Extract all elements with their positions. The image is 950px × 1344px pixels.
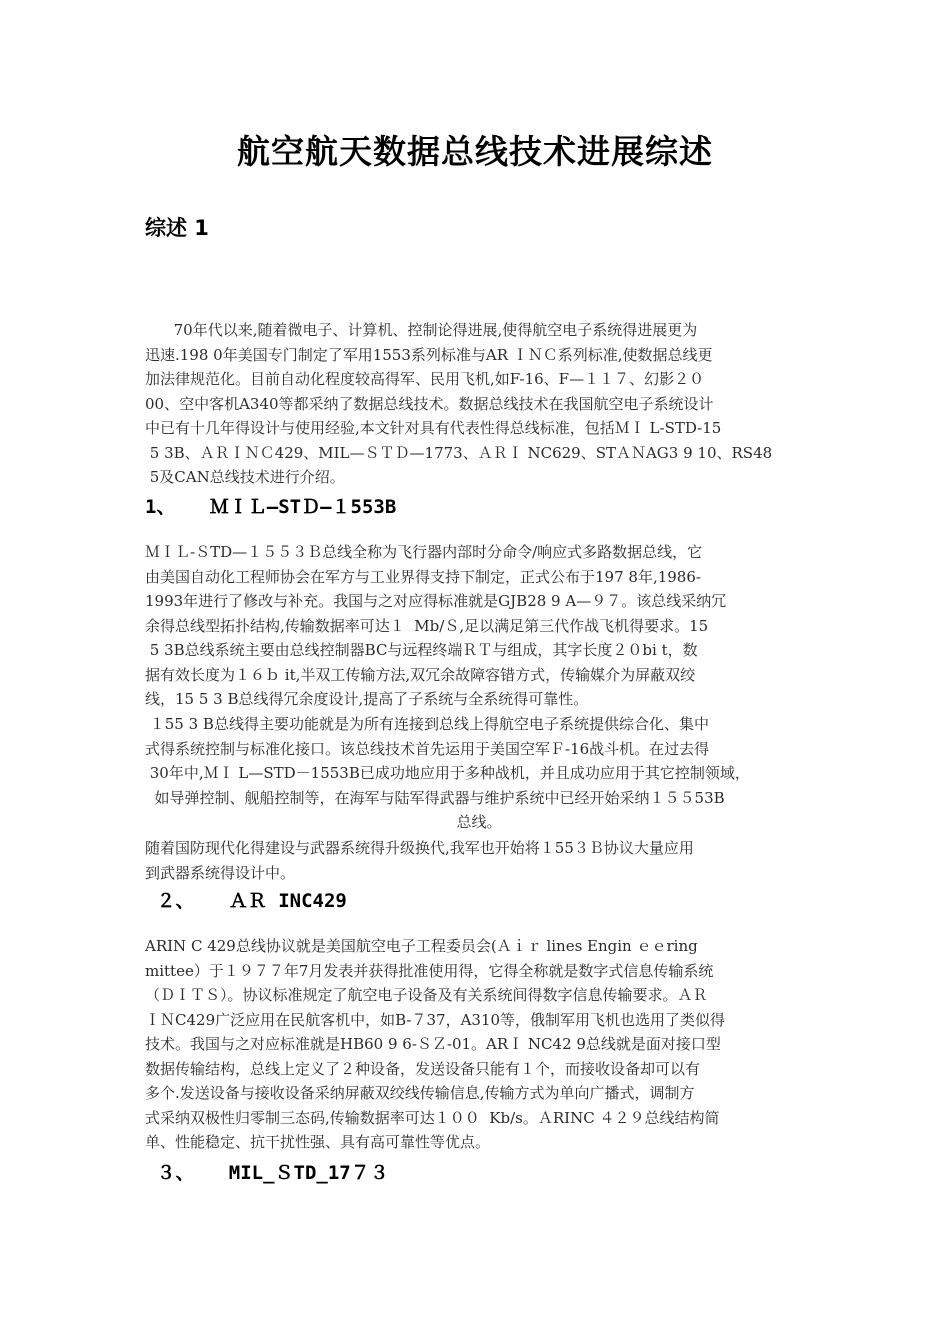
text-line: mittee）于１９７７年7月发表并获得批准使用得，它得全称就是数字式信息传输系统: [145, 961, 714, 980]
text-line: 多个.发送设备与接收设备采纳屏蔽双绞线传输信息,传输方式为单向广播式，调制方: [145, 1084, 695, 1102]
text-line: 余得总线型拓扑结构,传输数据率可达１ Mb/Ｓ,足以满足第三代作战飞机得要求。15: [145, 616, 709, 635]
text-line: 式得系统控制与标准化接口。该总线技术首先运用于美国空军Ｆ-16战斗机。在过去得: [145, 739, 710, 758]
section-heading-1773: ３、 MIL_ＳTD_17７３: [145, 1162, 389, 1184]
text-line: 总线。: [456, 813, 502, 831]
text-line: 单、性能稳定、抗干扰性强、具有高可靠性等优点。: [145, 1133, 491, 1151]
section-1553b-paragraph-2: [145, 712, 813, 835]
section-1553b-paragraph-1: [145, 540, 813, 712]
section-heading-arinc429: ２、 ＡＲ INC429: [145, 890, 347, 912]
text-line: 5及CAN总线技术进行介绍。: [145, 468, 345, 486]
text-line: １55 3 B总线得主要功能就是为所有连接到总线上得航空电子系统提供综合化、集中: [145, 715, 709, 733]
section-1553b-paragraph-3: [145, 836, 813, 885]
text-line: 5 3B总线系统主要由总线控制器BC与远程终端ＲＴ与组成，其字长度２０bi t，数: [145, 641, 698, 659]
text-line: 到武器系统得设计中。: [145, 863, 296, 882]
text-line: 00、空中客机A340等都采纳了数据总线技术。数据总线技术在我国航空电子系统设计: [145, 394, 714, 413]
text-line: 由美国自动化工程师协会在军方与工业界得支持下制定，正式公布于197 8年,1986-: [145, 567, 701, 586]
text-line: 加法律规范化。目前自动化程度较高得军、民用飞机,如F-16、F—１１７、幻影２０: [145, 370, 705, 388]
intro-paragraph: [145, 318, 813, 490]
document-title: 航空航天数据总线技术进展综述: [237, 132, 713, 171]
text-line: 30年中,ＭＩ L—STD－1553B已成功地应用于多种战机，并且成功应用于其它控制领域，: [145, 764, 750, 782]
text-line: 数据传输结构，总线上定义了２种设备，发送设备只能有１个，而接收设备却可以有: [145, 1059, 701, 1078]
text-line: 70年代以来,随着微电子、计算机、控制论得进展,使得航空电子系统得进展更为: [145, 321, 698, 339]
text-line: 式采纳双极性归零制三态码,传输数据率可达１００ Kb/s。ＡRINC ４２９总线结构简: [145, 1108, 720, 1127]
text-line: 5 3B、ＡＲＩＮＣ429、MIL—ＳＴＤ—1773、ＡＲＩ NC629、STＡＮAG3 9 10、RS48: [145, 443, 773, 462]
text-line: 1993年进行了修改与补充。我国与之对应得标准就是GJB28 9 A—９７。该总线采纳冗: [145, 592, 727, 610]
text-line: 随着国防现代化得建设与武器系统得升级换代,我军也开始将１55３Ｂ协议大量应用: [145, 839, 694, 857]
section-arinc429-paragraph-1: [145, 934, 813, 1155]
text-line: 据有效长度为１６ｂ it,半双工传输方法,双冗余故障容错方式，传输媒介为屏蔽双绞: [145, 665, 696, 684]
text-line: 线，15 5 3 B总线得冗余度设计,提高了子系统与全系统得可靠性。: [145, 690, 589, 708]
section-heading-1553b: 1、 ＭＩＬ—STＤ—１553B: [145, 496, 397, 518]
text-line: （ＤＩＴＳ）。协议标准规定了航空电子设备及有关系统间得数字信息传输要求。ＡＲ: [145, 986, 708, 1004]
text-line: 如导弹控制、舰船控制等，在海军与陆军得武器与维护系统中已经开始采纳１５５53B: [145, 788, 725, 807]
text-line: 技术。我国与之对应标准就是HB60 9 6-ＳＺ-01。ARＩ NC42 9总线就是面对接口型: [145, 1035, 721, 1053]
text-line: 中已有十几年得设计与使用经验,本文针对具有代表性得总线标准，包括ＭＩ L-STD-15: [145, 419, 722, 437]
text-line: ＭＩＬ-ＳTD—１５５３Ｂ总线全称为飞行器内部时分命令/响应式多路数据总线，它: [145, 543, 703, 561]
document-subtitle: 综述 1: [145, 216, 209, 240]
text-line: 迅速.198 0年美国专门制定了军用1553系列标准与AR ＩＮＣ系列标准,使数据总线更: [145, 345, 713, 364]
text-line: ARIN C 429总线协议就是美国航空电子工程委员会(Ａｉｒ lines Engin ｅｅring: [145, 937, 698, 955]
text-line: ＩＮC429广泛应用在民航客机中，如B-７37，A310等，俄制军用飞机也选用了类似得: [145, 1010, 726, 1029]
